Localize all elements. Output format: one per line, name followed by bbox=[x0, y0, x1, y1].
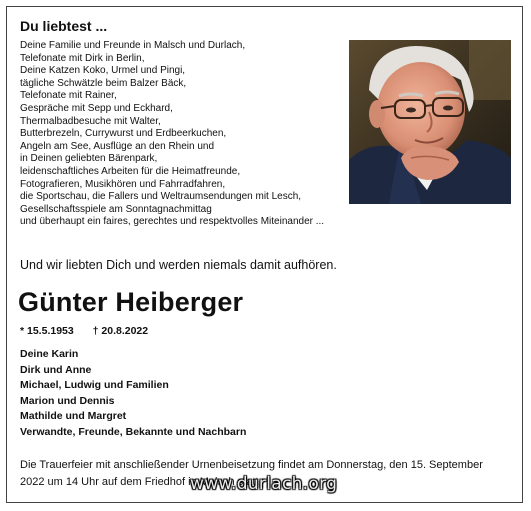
mourner-line: Verwandte, Freunde, Bekannte und Nachbarn bbox=[20, 425, 247, 438]
mourner-line: Marion und Dennis bbox=[20, 394, 115, 407]
mourner-line: Dirk und Anne bbox=[20, 363, 92, 376]
portrait-illustration bbox=[349, 40, 511, 204]
notice-heading: Du liebtest ... bbox=[20, 18, 108, 34]
mourner-line: Mathilde und Margret bbox=[20, 410, 127, 422]
birth-date: * 15.5.1953 bbox=[20, 325, 74, 337]
memory-line: in Deinen geliebten Bärenpark, bbox=[20, 153, 158, 165]
death-date: † 20.8.2022 bbox=[92, 325, 149, 337]
life-dates bbox=[20, 325, 148, 337]
mourners-list bbox=[20, 347, 246, 440]
memory-line: und überhaupt ein faires, gerechtes und respektvolles Miteinander ... bbox=[20, 216, 325, 228]
ceremony-notice: Die Trauerfeier mit anschließender Urnenbeisetzung findet am Donnerstag, den 15. September 2022 um 14 Uhr auf dem Friedhof in Malsch statt. bbox=[20, 459, 483, 488]
watermark-text: www.durlach.org bbox=[190, 474, 338, 494]
memory-line: die Sportschau, die Fallers und Weltraumsendungen mit Lesch, bbox=[20, 191, 302, 203]
memory-line: tägliche Schwätzle beim Balzer Bäck, bbox=[20, 77, 187, 89]
memory-line: Angeln am See, Ausflüge an den Rhein und bbox=[20, 140, 215, 152]
memory-line: Thermalbadbesuche mit Walter, bbox=[20, 115, 161, 127]
memory-line: Gesellschaftsspiele am Sonntagnachmittag bbox=[20, 203, 212, 215]
memory-line: Butterbrezeln, Currywurst und Erdbeerkuchen, bbox=[20, 128, 227, 140]
memory-line: Fotografieren, Musikhören und Fahrradfahren, bbox=[20, 178, 226, 190]
memory-line: Gespräche mit Sepp und Eckhard, bbox=[20, 102, 173, 114]
memory-line: Deine Katzen Koko, Urmel und Pingi, bbox=[20, 65, 186, 77]
memory-line: leidenschaftliches Arbeiten für die Heimatfreunde, bbox=[20, 165, 241, 177]
memory-line: Telefonate mit Dirk in Berlin, bbox=[20, 52, 145, 64]
memory-line: Telefonate mit Rainer, bbox=[20, 90, 117, 102]
portrait-photo bbox=[349, 40, 511, 204]
memory-line: Deine Familie und Freunde in Malsch und Durlach, bbox=[20, 40, 246, 51]
deceased-name: Günter Heiberger bbox=[18, 287, 244, 317]
mourner-line: Michael, Ludwig und Familien bbox=[20, 379, 169, 391]
memories-list bbox=[20, 40, 340, 229]
closing-line: Und wir liebten Dich und werden niemals damit aufhören. bbox=[20, 258, 337, 272]
mourner-line: Deine Karin bbox=[20, 348, 79, 360]
